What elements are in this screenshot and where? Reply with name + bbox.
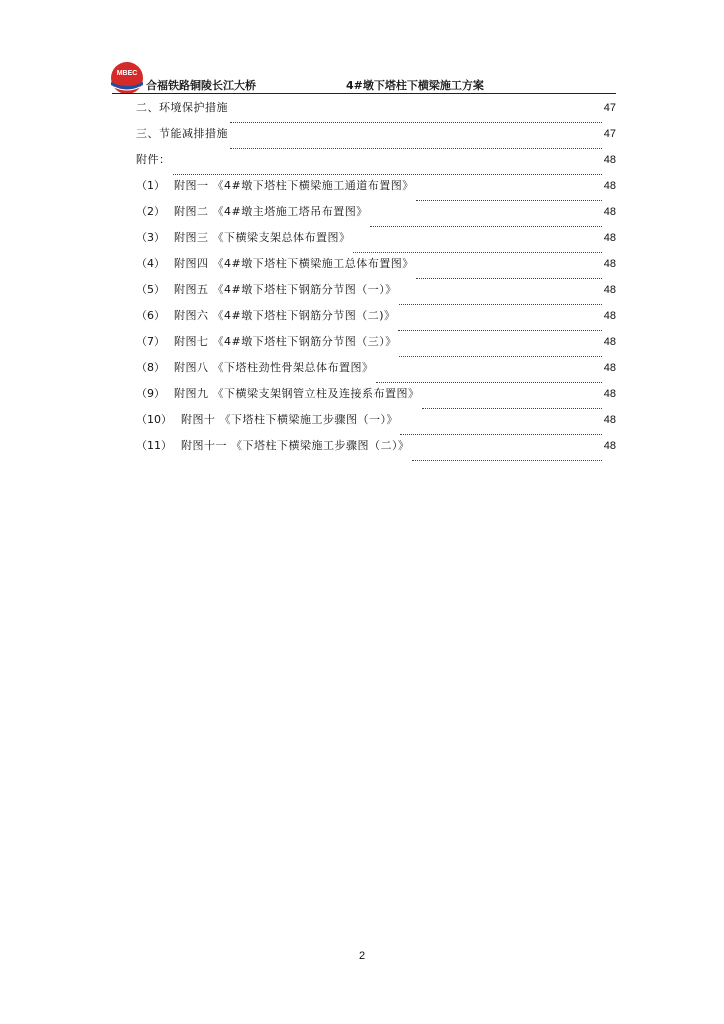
dot-leader xyxy=(376,382,602,383)
dot-leader xyxy=(230,122,602,123)
toc-entry[interactable] xyxy=(136,438,616,464)
toc-entry-label: 附图三 《下横梁支架总体布置图》 xyxy=(174,231,351,244)
toc-entry-page: 48 xyxy=(603,180,616,192)
logo-text: MBEC xyxy=(116,70,138,77)
toc-entry-label: 附件： xyxy=(136,153,171,166)
toc-entry-page: 48 xyxy=(603,310,616,322)
toc-entry-page: 48 xyxy=(603,362,616,374)
toc-entry-number: （11） xyxy=(136,439,172,452)
toc-entry-page: 48 xyxy=(603,232,616,244)
page-header xyxy=(108,60,616,96)
toc-entry-page: 48 xyxy=(603,336,616,348)
toc-entry-label: 附图八 《下塔柱劲性骨架总体布置图》 xyxy=(174,361,374,374)
dot-leader xyxy=(230,148,602,149)
toc-entry[interactable] xyxy=(136,126,616,152)
toc-entry-number: （8） xyxy=(136,361,165,374)
dot-leader xyxy=(416,200,602,201)
toc-entry[interactable] xyxy=(136,256,616,282)
dot-leader xyxy=(422,408,602,409)
toc-entry-label: 附图七 《4#墩下塔柱下钢筋分节图（三）》 xyxy=(174,335,397,348)
toc-entry[interactable] xyxy=(136,100,616,126)
table-of-contents xyxy=(136,100,616,464)
toc-entry-label: 附图五 《4#墩下塔柱下钢筋分节图（一）》 xyxy=(174,283,397,296)
toc-entry-number: （10） xyxy=(136,413,172,426)
toc-entry-page: 48 xyxy=(603,440,616,452)
toc-entry-page: 47 xyxy=(603,128,616,140)
toc-entry-page: 47 xyxy=(603,102,616,114)
page-number: 2 xyxy=(358,950,366,962)
toc-entry[interactable] xyxy=(136,230,616,256)
toc-entry[interactable] xyxy=(136,334,616,360)
toc-entry-label: 附图二 《4#墩主塔施工塔吊布置图》 xyxy=(174,205,368,218)
toc-entry-number: （1） xyxy=(136,179,165,192)
toc-entry-label: 附图十 《下塔柱下横梁施工步骤图（一）》 xyxy=(181,413,398,426)
toc-entry-number: （4） xyxy=(136,257,165,270)
toc-entry-number: （6） xyxy=(136,309,165,322)
toc-entry-label: 附图四 《4#墩下塔柱下横梁施工总体布置图》 xyxy=(174,257,414,270)
toc-entry[interactable] xyxy=(136,412,616,438)
dot-leader xyxy=(400,434,602,435)
toc-entry-page: 48 xyxy=(603,284,616,296)
toc-entry-page: 48 xyxy=(603,258,616,270)
toc-entry-page: 48 xyxy=(603,388,616,400)
mbec-logo xyxy=(108,60,146,96)
toc-entry[interactable] xyxy=(136,152,616,178)
toc-entry[interactable] xyxy=(136,282,616,308)
toc-entry-label: 附图一 《4#墩下塔柱下横梁施工通道布置图》 xyxy=(174,179,414,192)
dot-leader xyxy=(412,460,602,461)
toc-entry[interactable] xyxy=(136,386,616,412)
project-title: 合福铁路铜陵长江大桥 xyxy=(146,79,256,92)
dot-leader xyxy=(399,304,602,305)
toc-entry[interactable] xyxy=(136,360,616,386)
dot-leader xyxy=(370,226,602,227)
toc-entry-page: 48 xyxy=(603,414,616,426)
dot-leader xyxy=(399,356,602,357)
toc-entry[interactable] xyxy=(136,204,616,230)
dot-leader xyxy=(416,278,602,279)
toc-entry-number: （3） xyxy=(136,231,165,244)
toc-entry-number: （5） xyxy=(136,283,165,296)
dot-leader xyxy=(353,252,602,253)
header-divider xyxy=(112,93,616,94)
toc-entry[interactable] xyxy=(136,308,616,334)
document-title: 4#墩下塔柱下横梁施工方案 xyxy=(346,79,484,92)
dot-leader xyxy=(398,330,602,331)
toc-entry-number: （7） xyxy=(136,335,165,348)
toc-entry-label: 三、节能减排措施 xyxy=(136,127,228,140)
toc-entry-label: 附图十一 《下塔柱下横梁施工步骤图（二）》 xyxy=(181,439,410,452)
toc-entry-page: 48 xyxy=(603,206,616,218)
dot-leader xyxy=(173,174,602,175)
toc-entry-number: （9） xyxy=(136,387,165,400)
toc-entry-page: 48 xyxy=(603,154,616,166)
toc-entry-label: 二、环境保护措施 xyxy=(136,101,228,114)
toc-entry-label: 附图九 《下横梁支架钢管立柱及连接系布置图》 xyxy=(174,387,420,400)
toc-entry-label: 附图六 《4#墩下塔柱下钢筋分节图（二)》 xyxy=(174,309,396,322)
toc-entry[interactable] xyxy=(136,178,616,204)
toc-entry-number: （2） xyxy=(136,205,165,218)
